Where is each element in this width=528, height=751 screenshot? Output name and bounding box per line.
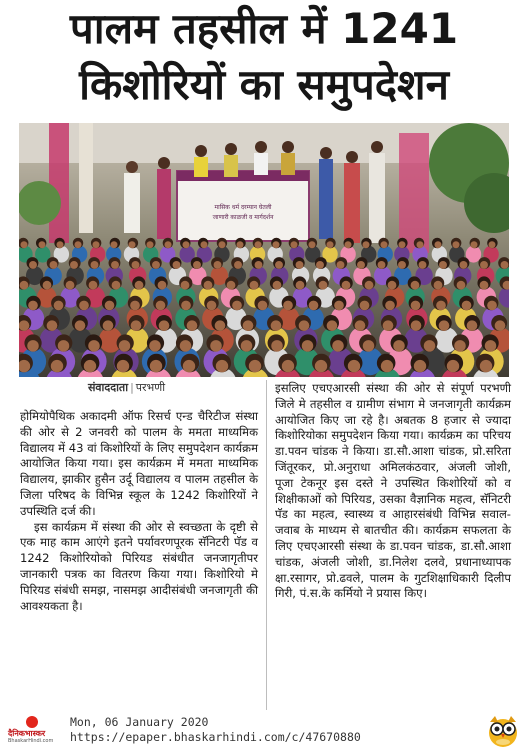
crowd-person-face xyxy=(462,301,472,311)
crowd-person-face xyxy=(130,301,140,311)
crowd-person-face xyxy=(485,340,497,352)
crowd-person-face xyxy=(132,261,140,269)
crowd-person-face xyxy=(91,261,99,269)
epaper-url[interactable]: https://epaper.bhaskarhindi.com/c/47670880 xyxy=(70,730,361,744)
crowd-person-face xyxy=(255,261,263,269)
crowd-person-face xyxy=(296,281,305,290)
byline xyxy=(88,380,165,395)
crowd-person-face xyxy=(105,301,115,311)
crowd-person-face xyxy=(111,261,119,269)
crowd-person-face xyxy=(296,261,304,269)
crowd-person-face xyxy=(183,241,190,248)
crowd-person-face xyxy=(249,360,261,372)
crowd-person-face xyxy=(165,241,172,248)
logo-text: दैनिकभास्कर xyxy=(8,729,46,738)
article-paragraph: इस कार्यक्रम में संस्था की ओर से स्वच्छता के दृष्टी से एक माह काम आएंगे इतने पर्यावरणपूरक सॅनिटरी पॅड व 1242 किशोरियोको पिरियड संबंधीत जनजागृतीपर जानकारी पत्रक का वितरण किया गया। किशोरियो मे पिरियड संबंधी समझ, नासमझ आदीसंबंधी जनजागृती की आवश्यकता है। xyxy=(20,519,258,613)
crowd-person-face xyxy=(357,261,365,269)
photo-illustration xyxy=(19,123,509,377)
crowd-person-face xyxy=(388,281,397,290)
crowd-person-face xyxy=(207,301,217,311)
crowd-person-face xyxy=(21,241,28,248)
crowd-person-face xyxy=(75,320,86,331)
article-paragraph: होमियोपैथिक अकादमी ऑफ रिसर्च एन्ड चैरिटीज संस्था की ओर से 2 जनवरी को पालम के ममता माध्यमिक विद्यालय में 43 वां किशोरियों के लिए समुपदेशन कार्यक्रम आयोजित किया गया। इस कार्यक्रम में ममता माध्यमिक विद्यालय, झाकीर हुसैन उर्दू विद्यालय व पालम तहसील के जिला परिषद के विभिन्न स्कूल के 1242 किशोरियों ने उपस्थिति दर्ज की। xyxy=(20,409,258,518)
crowd-person-face xyxy=(398,261,406,269)
crowd-person-face xyxy=(243,320,254,331)
column-divider xyxy=(266,380,267,710)
crowd-person-face xyxy=(204,281,213,290)
crowd-person-face xyxy=(411,281,420,290)
crowd-person-face xyxy=(93,241,100,248)
banner-line-2: जाणारी काळजी व मार्गदर्शन xyxy=(212,214,274,221)
crowd-person-face xyxy=(43,281,52,290)
byline-separator: | xyxy=(130,381,134,394)
crowd-person-face xyxy=(103,320,114,331)
crowd-person-face xyxy=(201,241,208,248)
news-photo xyxy=(19,123,509,377)
crowd-person-face xyxy=(399,241,406,248)
crowd-person-face xyxy=(237,241,244,248)
crowd-person-face xyxy=(495,320,506,331)
crowd-person-face xyxy=(460,261,468,269)
crowd-person-face xyxy=(316,261,324,269)
crowd-person-face xyxy=(487,301,497,311)
crowd-person-face xyxy=(119,340,131,352)
crowd-person-face xyxy=(273,281,282,290)
crowd-person-face xyxy=(342,281,351,290)
crowd-person-face xyxy=(467,320,478,331)
crowd-person-face xyxy=(149,340,161,352)
crowd-person-face xyxy=(117,360,129,372)
crowd-person-face xyxy=(89,281,98,290)
crowd-person-face xyxy=(453,241,460,248)
crowd-person-face xyxy=(385,301,395,311)
crowd-person-face xyxy=(227,281,236,290)
crowd-person-face xyxy=(181,301,191,311)
crowd-person-face xyxy=(215,320,226,331)
crowd-person-face xyxy=(471,241,478,248)
crowd-person-face xyxy=(332,340,344,352)
crowd-person-face xyxy=(334,301,344,311)
banner-line-1: मासिक धर्म दरम्यान घेतली xyxy=(214,204,272,211)
crowd-person-face xyxy=(158,281,167,290)
crowd-person-face xyxy=(283,301,293,311)
crowd-person-face xyxy=(327,241,334,248)
crowd-person-face xyxy=(439,261,447,269)
crowd-person-face xyxy=(159,320,170,331)
crowd-person-face xyxy=(275,261,283,269)
crowd-person-face xyxy=(454,340,466,352)
crowd-person-face xyxy=(419,261,427,269)
crowd-person-face xyxy=(501,261,509,269)
crowd-person-face xyxy=(66,281,75,290)
crowd-person-face xyxy=(447,360,459,372)
crowd-person-face xyxy=(180,340,192,352)
crowd-person-face xyxy=(299,320,310,331)
crowd-person-face xyxy=(232,301,242,311)
crowd-person-face xyxy=(84,360,96,372)
crowd-person-face xyxy=(135,281,144,290)
crowd-person-face xyxy=(271,320,282,331)
crowd-person-face xyxy=(327,320,338,331)
crowd-person-face xyxy=(173,261,181,269)
crowd-person-face xyxy=(255,241,262,248)
crowd-person-face xyxy=(435,241,442,248)
footer xyxy=(0,708,528,751)
crowd-person-face xyxy=(129,241,136,248)
crowd-person-face xyxy=(54,301,64,311)
crowd-person-face xyxy=(381,241,388,248)
crowd-person-face xyxy=(411,320,422,331)
crowd-person-face xyxy=(424,340,436,352)
crowd-person-face xyxy=(50,261,58,269)
crowd-person-face xyxy=(216,360,228,372)
crowd-person-face xyxy=(271,340,283,352)
owl-mascot-icon xyxy=(486,712,520,748)
publish-date: Mon, 06 January 2020 xyxy=(70,715,209,729)
crowd-person-face xyxy=(480,261,488,269)
crowd-person-face xyxy=(309,241,316,248)
crowd-person-face xyxy=(241,340,253,352)
crowd-person-face xyxy=(210,340,222,352)
logo-sun-icon xyxy=(26,716,38,728)
crowd-person-face xyxy=(156,301,166,311)
crowd-person-face xyxy=(363,340,375,352)
crowd-person-face xyxy=(309,301,319,311)
crowd-person-face xyxy=(88,340,100,352)
crowd-person-face xyxy=(273,241,280,248)
article-column-right xyxy=(275,381,511,602)
crowd-person-face xyxy=(393,340,405,352)
crowd-person-face xyxy=(363,241,370,248)
crowd-person-face xyxy=(282,360,294,372)
crowd-person-face xyxy=(383,320,394,331)
crowd-person-face xyxy=(111,241,118,248)
crowd-person-face xyxy=(219,241,226,248)
crowd-person-face xyxy=(187,320,198,331)
crowd-person-face xyxy=(302,340,314,352)
crowd-person-face xyxy=(147,241,154,248)
crowd-person-face xyxy=(214,261,222,269)
crowd-person-face xyxy=(39,241,46,248)
byline-city: परभणी xyxy=(135,381,166,394)
crowd-person-face xyxy=(250,281,259,290)
crowd-person-face xyxy=(19,320,29,331)
crowd-person-face xyxy=(417,241,424,248)
article-column-left xyxy=(20,409,258,614)
crowd-person-face xyxy=(152,261,160,269)
crowd-person-face xyxy=(337,261,345,269)
crowd-person-face xyxy=(20,281,29,290)
crowd-person-face xyxy=(234,261,242,269)
crowd-person-face xyxy=(79,301,89,311)
crowd-person-face xyxy=(480,281,489,290)
crowd-person-face xyxy=(489,241,496,248)
crowd-person-face xyxy=(381,360,393,372)
crowd-person-face xyxy=(70,261,78,269)
crowd-person-face xyxy=(480,360,492,372)
crowd-person-face xyxy=(315,360,327,372)
crowd-person-face xyxy=(348,360,360,372)
logo-subtext: BhaskarHindi.com xyxy=(8,738,54,744)
crowd-person-face xyxy=(51,360,63,372)
crowd-person-face xyxy=(29,261,37,269)
crowd-person-face xyxy=(365,281,374,290)
crowd-person-face xyxy=(345,241,352,248)
crowd-person-face xyxy=(27,340,39,352)
crowd-person-face xyxy=(436,301,446,311)
crowd-person-face xyxy=(457,281,466,290)
crowd-person-face xyxy=(150,360,162,372)
crowd-person-face xyxy=(193,261,201,269)
crowd-person-face xyxy=(291,241,298,248)
headline-line-1: पालम तहसील में 1241 xyxy=(69,4,459,53)
crowd-person-face xyxy=(131,320,142,331)
crowd-person-face xyxy=(434,281,443,290)
crowd-person-face xyxy=(47,320,58,331)
crowd-person-face xyxy=(57,241,64,248)
crowd-person-face xyxy=(75,241,82,248)
crowd-person-face xyxy=(319,281,328,290)
crowd-person-face xyxy=(378,261,386,269)
crowd-person-face xyxy=(112,281,121,290)
crowd-person-face xyxy=(181,281,190,290)
crowd-person-face xyxy=(28,301,38,311)
crowd-person-face xyxy=(360,301,370,311)
bhaskar-logo[interactable] xyxy=(8,716,68,746)
article-paragraph: इसलिए एचएआरसी संस्था की ओर से संपूर्ण परभणी जिले मे तहसील व ग्रामीण संभाग मे जनजागृती कार्यक्रम आयोजित किए जा रहे है। अबतक 8 हजार से ज्यादा किशोरियोका समुपदेशन किया गया। कार्यक्रम का परिचय डा.पवन चांडक ने किया। डा.सौ.आशा चांडक, प्रो.सरिता जिंतूरकर, प्रो.अनुराधा अमिलकंठवार, अंजली जोशी, पूजा टेकनूर इस दस्ते ने उपस्थित किशोरियों को व शिक्षीकाओं को पिरियड, उसका वैज्ञानिक महत्व, सॅनिटरी पॅड का महत्व, स्वास्थ्य व आहारसंबंधी विभिन्न सवाल-जवाब के माध्यम से बातचीत की। कार्यक्रम सफलता के लिए एचएआरसी संस्था के डा.पवन चांडक, डा.सौ.आशा चांडक, अंजली जोशी, डा.निलेश दलवे, प्रधानाध्यापक क्षा.रसागर, प्रो.ढवले, पालम के गुटशिक्षाधिकारी दिलीप गिरी, पं.स.के कर्मियो ने प्रयास किए। xyxy=(275,381,511,601)
crowd-person-face xyxy=(58,340,70,352)
crowd-person-face xyxy=(439,320,450,331)
crowd-person-face xyxy=(414,360,426,372)
crowd-person-face xyxy=(411,301,421,311)
byline-reporter: संवाददाता xyxy=(88,381,129,394)
crowd-person-face xyxy=(258,301,268,311)
headline-line-2: किशोरियों का समुपदेशन xyxy=(79,60,449,109)
crowd-person-face xyxy=(183,360,195,372)
crowd-person-face xyxy=(355,320,366,331)
